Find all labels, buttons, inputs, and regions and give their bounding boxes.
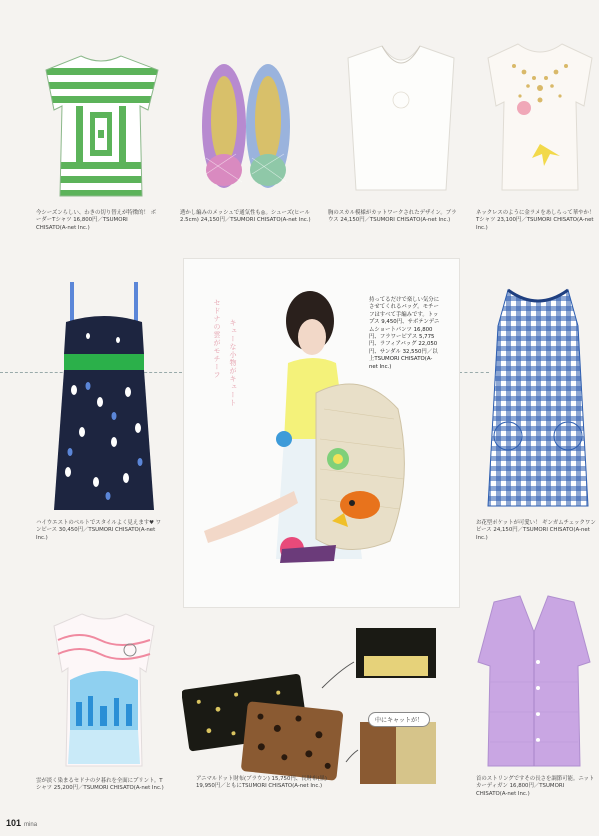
cardigan-caption: 首のストリングですその長さを調節可能。ニットカーディガン 16,800円／TSUMORI CHISATO(A-net Inc.) (476, 776, 595, 797)
model-feature-panel (183, 258, 460, 608)
magazine-name: mina (24, 822, 38, 828)
blouse-caption: 胸のスカル模様がカットワークされたデザイン。ブラウス 24,150円／TSUMORI CHISATO(A-net Inc.) (328, 210, 457, 224)
cardigan-image (474, 592, 594, 772)
dress-caption: ハイウエストのベルトでスタイルよく見えます♥ ワンピース 30,450円／TSUMORI CHISATO(A-net Inc.) (36, 520, 162, 541)
border-tee-caption: 今シーズンらしい、わきの切り替えが特徴的！ ボーダーTシャツ 16,800円／TSUMORI CHISATO(A-net Inc.) (36, 210, 157, 231)
vertical-heading-1: セドナの雲がモチーフ (213, 299, 221, 379)
print-tee-image (50, 610, 158, 770)
model-caption: 持ってるだけで楽しい気分にさせてくれるバッグ。モチーフはすべて手編みです。トップス 9,450円、サボテンデニムショートパンツ 16,800円、フラワーピアス 5,775円、ラフィアバッグ 22,050円、サンダル 32,550円／以上TSUMORI CHISATO(A-net Inc.) (369, 297, 440, 370)
gingham-caption: お花型ポケットが可愛い！ ギンガムチェックワンピース 24,150円／TSUMORI CHISATO(A-net Inc.) (476, 520, 596, 541)
shoes-caption: 透かし編みのメッシュで通気性も◎。シューズ(ヒール2.5cm) 24,150円／TSUMORI CHISATO(A-net Inc.) (180, 210, 311, 224)
wallets-image (182, 622, 442, 798)
print-tee-caption: 雲が淡く染まるセドナの夕暮れを全面にプリント。Tシャツ 25,200円／TSUMORI CHISATO(A-net Inc.) (36, 778, 164, 792)
sequin-tee-image (484, 36, 596, 196)
page-number: 101 (6, 818, 22, 828)
page-folio (6, 818, 37, 828)
cat-inside-bubble: 中にキャットが！ (368, 712, 430, 727)
wallets-caption: アニマルドット財布(ブラウン) 15,750円、長財布(黒) 19,950円／ともにTSUMORI CHISATO(A-net Inc.) (196, 776, 327, 790)
gingham-dress-image (486, 286, 590, 514)
blouse-image (340, 40, 462, 200)
right-dashed-line (459, 372, 489, 373)
vertical-heading-2: キューな小物がキュート (229, 319, 237, 407)
sequin-tee-caption: ネックレスのように金ラメをあしらって華やか！Tシャツ 23,100円／TSUMORI CHISATO(A-net Inc.) (476, 210, 595, 231)
border-tee-image (36, 50, 166, 200)
shoes-image (196, 58, 296, 198)
dress-image (52, 282, 156, 514)
